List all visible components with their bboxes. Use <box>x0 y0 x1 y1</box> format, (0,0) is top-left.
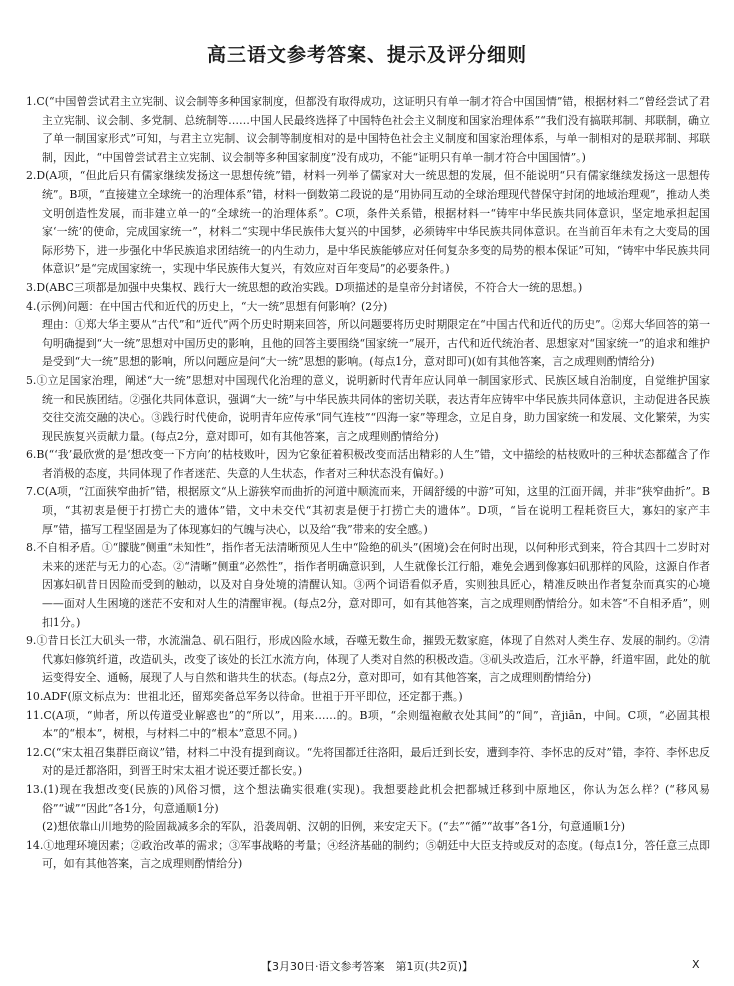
item-text: C(“宋太祖召集群臣商议”错，材料二中没有提到商议。“先将国都迁往洛阳，最后迁到长安，遭到李符、李怀忠的反对”错，李符、李怀忠反对的是迁都洛阳，到晋王时宋太祖才说还要迁都长安。) <box>42 745 710 778</box>
answer-list <box>26 93 710 874</box>
answer-item-5 <box>26 372 710 446</box>
item-number: 14. <box>26 838 44 852</box>
answer-item-6 <box>26 446 710 483</box>
item-number: 11. <box>26 708 44 722</box>
item-text: C(A项，“江面狭窄曲折”错，根据原文“从上游狭窄而曲折的河道中顺流而来，开阔舒缓的中游”可知，这里的江面开阔，并非“狭窄曲折”。B项，“其初衷是便于打捞亡夫的遗体”错，文中未交代“其初衷是便于打捞亡夫的遗体”。D项，“旨在说明工程耗资巨大，寡妇的家产丰厚”错，描写工程坚固是为了体现寡妇的气魄与决心，以及给“我”带来的安全感。) <box>36 485 710 536</box>
item-text: (示例)问题：在中国古代和近代的历史上，“大一统”思想有何影响？(2分) <box>36 299 388 313</box>
answer-item-9 <box>26 632 710 688</box>
item-text: D(ABC三项都是加强中央集权、践行大一统思想的政治实践。D项描述的是皇帝分封诸侯，不符合大一统的思想。) <box>36 280 583 294</box>
answer-item-1 <box>26 93 710 167</box>
answer-item-2 <box>26 167 710 279</box>
item-text: (1)现在我想改变(民族的)风俗习惯，这个想法确实很难(实现)。我想要趁此机会把都城迁移到中原地区，你认为怎么样？(“移风易俗”“诚”“因此”各1分，句意通顺1分) <box>42 782 710 815</box>
item-text: 不自相矛盾。①“朦胧”侧重“未知性”，指作者无法清晰预见人生中“险绝的矶头”(困境)会在何时出现，以何种形式到来，符合其四十二岁时对未来的迷茫与无力的心态。②“清晰”侧重“必然性”，指作者明确意识到，人生就像长江行船，难免会遇到像寡妇矶那样的风险，这源自作者因寡妇矶昔日因险而受到的触动，以及对自身处境的清醒认知。③两个词语看似矛盾，实则独具匠心，精准反映出作者复杂而真实的心境——面对人生困境的迷茫不安和对人生的清醒审视。(每点2分，意对即可，如有其他答案，言之成理则酌情给分。如未答“不自相矛盾”，则扣1分。) <box>36 541 710 629</box>
item-number: 10. <box>26 690 44 703</box>
footer-mark: X <box>692 958 700 971</box>
item-text: D(A项，“但此后只有儒家继续发扬这一思想传统”错，材料一列举了儒家对大一统思想的发展，但不能说明“只有儒家继续发扬这一思想传统”。B项，“直接建立全球统一的治理体系”错，材料一倒数第二段说的是“用协同互动的全球治理现代替保守封闭的地域治理观”，推动人类文明创造性发展，而非建立单一的“全球统一的治理体系”。C项，条件关系错，根据材料一“铸牢中华民族共同体意识，坚定地承担起国家‘一统’的使命，完成国家统一”，材料二“实现中华民族伟大复兴的中国梦，必须铸牢中华民族共同体意识。在当前百年未有之大变局的国际形势下，进一步强化中华民族追求团结统一的内生动力，是中华民族能够应对任何复杂多变的局势的根本保证”可知，“铸牢中华民族共同体意识”是“完成国家统一，实现中华民族伟大复兴，有效应对百年变局”的必要条件。) <box>36 169 710 276</box>
item-number: 7. <box>26 485 37 499</box>
item-text: B(“‘我’最欣赏的是‘想改变一下方向’的枯枝败叶，因为它象征着积极改变而活出精彩的人生”错，文中描绘的枯枝败叶的三种状态都蕴含了作者消极的态度，共同体现了作者迷茫、失意的人生状态，作者对三种状态没有偏好。) <box>36 448 710 480</box>
item-number: 5. <box>26 373 37 387</box>
item-text: ①昔日长江大矶头一带，水流湍急、矶石阻行，形成凶险水域，吞噬无数生命，摧毁无数家庭，体现了自然对人类生存、发展的制约。②清代寡妇修筑纤道，改造矶头，改变了该处的长江水流方向，体现了人类对自然的积极改造。③矶头改造后，江水平静，纤道牢固，此处的航运变得安全、通畅，展现了人与自然和谐共生的状态。(每点2分，意对即可，如有其他答案，言之成理则酌情给分) <box>36 634 710 685</box>
item-number: 2. <box>26 169 37 183</box>
answer-item-4-reason: 理由：①郑大华主要从“古代”和“近代”两个历史时期来回答，所以问题要将历史时期限定在“中国古代和近代的历史”。②郑大华回答的第一句明确提到“大一统”思想对中国历史的影响，且他的回答主要围绕“国家统一”展开，古代和近代统治者、思想家对“国家统一”的追求和维护是受到“大一统”思想的影响，所以问题应是问“大一统”思想的影响。(每点1分，意对即可)(如有其他答案，言之成理则酌情给分) <box>42 318 710 369</box>
item-text: C(A项，“帅者，所以传道受业解惑也”的“所以”，用来……的。B项，“余则缊袍敝衣处其间”的“间”，音jiān，中间。C项，“必固其根本”的“根本”，树根，与材料二中的“根本”意思不同。) <box>42 708 710 741</box>
item-text: C(“中国曾尝试君主立宪制、议会制等多种国家制度，但都没有取得成功，这证明只有单一制才符合中国国情”错，根据材料二“曾经尝试了君主立宪制、议会制、多党制、总统制等……中国人民最终选择了中国特色社会主义制度和国家治理体系”“我们没有搞联邦制、邦联制，确立了单一制国家形式”可知，与君主立宪制、议会制等制度相对的是中国特色社会主义制度和国家治理体系，与单一制相对的是联邦制、邦联制，因此，“中国曾尝试君主立宪制、议会制等多种国家制度”没有成功，不能“证明只有单一制才符合中国国情”。) <box>36 95 710 164</box>
item-number: 9. <box>26 634 37 648</box>
answer-item-13-part2: (2)想依靠山川地势的险固裁减多余的军队，沿袭周朝、汉朝的旧例，来安定天下。(“去”“循”“故事”各1分，句意通顺1分) <box>42 820 626 834</box>
answer-item-14 <box>26 837 710 874</box>
item-number: 4. <box>26 299 37 313</box>
item-text: ADF(原文标点为：世祖北还，留郑奕备总军务以待命。世祖于开平即位，还定都于燕。) <box>43 690 463 703</box>
answer-item-10 <box>26 688 710 707</box>
page-title: 高三语文参考答案、提示及评分细则 <box>206 44 527 66</box>
answer-item-13 <box>26 781 710 818</box>
item-text: ①地理环境因素；②政治改革的需求；③军事战略的考量；④经济基础的制约；⑤朝廷中大臣支持或反对的态度。(每点1分，答任意三点即可，如有其他答案，言之成理则酌情给分) <box>42 838 710 871</box>
answer-item-12 <box>26 744 710 781</box>
answer-item-4 <box>26 298 710 317</box>
item-number: 8. <box>26 541 37 555</box>
answer-item-8 <box>26 539 710 632</box>
item-number: 1. <box>26 95 37 108</box>
item-number: 13. <box>26 782 44 796</box>
item-text: ①立足国家治理，阐述“大一统”思想对中国现代化治理的意义，说明新时代青年应认同单一制国家形式、民族区域自治制度，自觉维护国家统一和民族团结。②强化共同体意识，强调“大一统”与中华民族共同体的密切关联，表达青年应铸牢中华民族共同体意识，主动促进各民族交往交流交融的决心。③践行时代使命，说明青年应传承“同气连枝”“四海一家”等理念，立足自身，助力国家统一和发展、文化繁荣，为实现民族复兴贡献力量。(每点2分，意对即可，如有其他答案，言之成理则酌情给分) <box>36 373 710 443</box>
page-footer: 【3月30日·语文参考答案 第1页(共2页)】 <box>260 960 474 973</box>
answer-item-3 <box>26 279 710 298</box>
answer-item-7 <box>26 483 710 539</box>
answer-item-11 <box>26 707 710 744</box>
item-number: 6. <box>26 448 37 462</box>
item-number: 3. <box>26 280 37 294</box>
item-number: 12. <box>26 745 44 759</box>
